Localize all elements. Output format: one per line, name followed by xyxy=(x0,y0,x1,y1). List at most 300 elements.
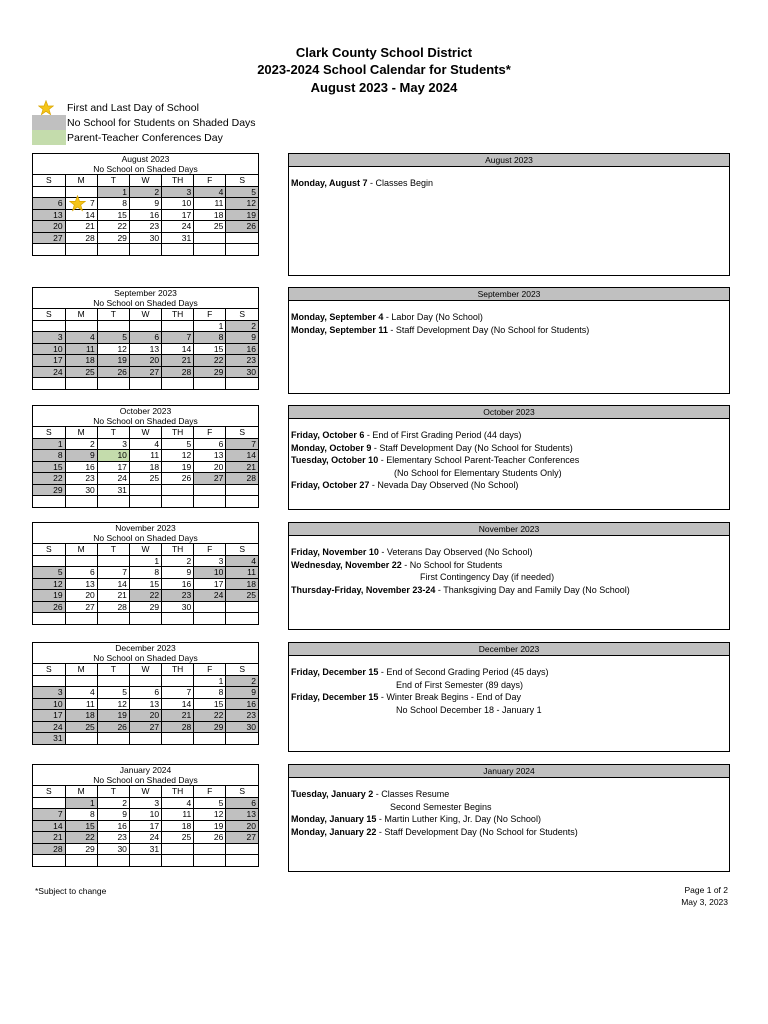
day-cell xyxy=(194,244,226,255)
weekday-label: M xyxy=(65,175,97,187)
day-cell: 8 xyxy=(194,687,226,699)
day-cell: 8 xyxy=(97,198,129,210)
day-cell: 4 xyxy=(226,555,258,567)
week-row xyxy=(33,221,258,233)
events-list xyxy=(289,301,729,338)
day-cell: 12 xyxy=(97,698,129,710)
day-cell: 12 xyxy=(226,198,258,210)
day-cell: 13 xyxy=(65,578,97,590)
day-cell xyxy=(162,496,194,507)
month-subtitle: No School on Shaded Days xyxy=(93,775,198,785)
week-row xyxy=(33,450,258,462)
day-cell: 29 xyxy=(65,843,97,855)
weekday-label: T xyxy=(97,544,129,556)
week-row xyxy=(33,555,258,567)
day-cell: 6 xyxy=(226,797,258,809)
weekday-row xyxy=(33,309,258,321)
event-line xyxy=(291,467,727,480)
day-cell xyxy=(162,244,194,255)
weekday-label: M xyxy=(65,544,97,556)
day-cell: 1 xyxy=(33,438,65,450)
event-date: Tuesday, October 10 xyxy=(291,455,379,465)
month-header xyxy=(33,406,258,426)
week-row xyxy=(33,378,258,389)
weekday-label: TH xyxy=(162,786,194,798)
event-description: - End of First Grading Period (44 days) xyxy=(364,430,522,440)
day-cell xyxy=(129,613,161,624)
day-cell xyxy=(226,496,258,507)
day-cell: 9 xyxy=(65,450,97,462)
day-cell: 5 xyxy=(162,438,194,450)
day-cell: 16 xyxy=(129,209,161,221)
legend-no-school: No School for Students on Shaded Days xyxy=(32,115,256,130)
day-cell: 11 xyxy=(226,567,258,579)
day-cell xyxy=(97,378,129,389)
weekday-label: T xyxy=(97,664,129,676)
day-cell xyxy=(194,232,226,244)
week-row xyxy=(33,721,258,733)
day-cell: 28 xyxy=(33,843,65,855)
week-row xyxy=(33,797,258,809)
day-cell: 9 xyxy=(129,198,161,210)
day-cell: 19 xyxy=(162,461,194,473)
day-cell: 28 xyxy=(226,473,258,485)
weekday-label: S xyxy=(226,175,258,187)
day-cell xyxy=(226,378,258,389)
week-row xyxy=(33,578,258,590)
day-cell: 23 xyxy=(226,355,258,367)
event-line xyxy=(291,704,727,717)
day-cell: 22 xyxy=(129,590,161,602)
day-cell: 30 xyxy=(65,484,97,496)
weekday-label: T xyxy=(97,309,129,321)
day-cell: 26 xyxy=(194,832,226,844)
weekday-label: W xyxy=(129,544,161,556)
day-cell: 17 xyxy=(33,710,65,722)
day-cell: 26 xyxy=(97,366,129,378)
day-cell: 3 xyxy=(194,555,226,567)
page-info xyxy=(681,884,728,908)
day-cell: 20 xyxy=(65,590,97,602)
day-cell xyxy=(226,733,258,744)
day-number: 7 xyxy=(90,198,95,209)
event-description: - Winter Break Begins - End of Day xyxy=(378,692,521,702)
day-cell: 11 xyxy=(129,450,161,462)
week-row xyxy=(33,473,258,485)
event-line xyxy=(291,691,727,704)
weekday-label: F xyxy=(194,175,226,187)
week-row xyxy=(33,484,258,496)
day-cell: 7 xyxy=(162,687,194,699)
event-line xyxy=(291,813,727,826)
district-title: Clark County School District xyxy=(295,45,473,60)
weekday-label: T xyxy=(97,175,129,187)
month-header xyxy=(33,643,258,663)
day-cell: 25 xyxy=(129,473,161,485)
month-grid xyxy=(33,426,258,507)
event-line xyxy=(291,442,727,455)
event-line xyxy=(291,177,727,190)
day-cell: 22 xyxy=(97,221,129,233)
day-cell xyxy=(226,843,258,855)
event-line xyxy=(291,801,727,814)
week-row xyxy=(33,343,258,355)
event-date: Monday, September 4 xyxy=(291,312,384,322)
day-cell: 22 xyxy=(194,710,226,722)
month-calendar xyxy=(32,287,259,390)
day-cell: 25 xyxy=(65,721,97,733)
month-events xyxy=(288,405,730,510)
day-cell: 23 xyxy=(65,473,97,485)
page-number: Page 1 of 2 xyxy=(684,885,728,895)
day-cell: 5 xyxy=(226,186,258,198)
day-cell xyxy=(226,855,258,866)
day-cell xyxy=(65,244,97,255)
month-name: January 2024 xyxy=(119,765,172,775)
event-line xyxy=(291,788,727,801)
month-subtitle: No School on Shaded Days xyxy=(93,298,198,308)
event-line xyxy=(291,324,727,337)
weekday-label: TH xyxy=(162,309,194,321)
day-cell: 24 xyxy=(97,473,129,485)
day-cell xyxy=(97,675,129,687)
legend-first-last: First and Last Day of School xyxy=(32,100,256,115)
week-row xyxy=(33,438,258,450)
weekday-label: W xyxy=(129,175,161,187)
weekday-label: M xyxy=(65,664,97,676)
events-header: October 2023 xyxy=(289,406,729,419)
month-events xyxy=(288,764,730,872)
month-name: December 2023 xyxy=(115,643,176,653)
day-cell xyxy=(226,601,258,613)
day-cell: 31 xyxy=(33,733,65,744)
day-cell: 4 xyxy=(194,186,226,198)
day-cell xyxy=(65,378,97,389)
day-cell: 8 xyxy=(65,809,97,821)
day-cell: 19 xyxy=(194,820,226,832)
day-cell xyxy=(129,484,161,496)
week-row xyxy=(33,244,258,255)
day-cell xyxy=(33,496,65,507)
month-grid xyxy=(33,543,258,624)
week-row xyxy=(33,209,258,221)
day-cell: 20 xyxy=(226,820,258,832)
event-description: - Classes Resume xyxy=(373,789,450,799)
day-cell xyxy=(226,484,258,496)
day-cell: 25 xyxy=(194,221,226,233)
weekday-label: S xyxy=(226,786,258,798)
gray-swatch xyxy=(32,115,66,130)
day-cell: 15 xyxy=(33,461,65,473)
event-description: - Martin Luther King, Jr. Day (No School) xyxy=(376,814,541,824)
day-cell: 14 xyxy=(97,578,129,590)
day-cell: 23 xyxy=(226,710,258,722)
weekday-row xyxy=(33,175,258,187)
day-cell: 6 xyxy=(129,687,161,699)
day-cell: 8 xyxy=(33,450,65,462)
day-cell: 29 xyxy=(194,721,226,733)
month-name: October 2023 xyxy=(119,406,172,416)
events-header: January 2024 xyxy=(289,765,729,778)
day-cell xyxy=(65,613,97,624)
event-line xyxy=(291,311,727,324)
day-cell xyxy=(162,378,194,389)
day-cell: 16 xyxy=(65,461,97,473)
day-cell: 14 xyxy=(65,209,97,221)
day-cell: 18 xyxy=(65,355,97,367)
event-line xyxy=(291,479,727,492)
events-header: August 2023 xyxy=(289,154,729,167)
weekday-label: W xyxy=(129,786,161,798)
day-cell: 6 xyxy=(129,332,161,344)
day-cell: 9 xyxy=(226,687,258,699)
day-cell: 5 xyxy=(194,797,226,809)
event-date: Monday, January 15 xyxy=(291,814,377,824)
events-list xyxy=(289,536,729,598)
weekday-label: S xyxy=(226,427,258,439)
week-row xyxy=(33,186,258,198)
weekday-label: M xyxy=(65,309,97,321)
day-cell: 23 xyxy=(97,832,129,844)
day-cell: 18 xyxy=(162,820,194,832)
week-row xyxy=(33,613,258,624)
day-cell: 19 xyxy=(97,710,129,722)
week-row xyxy=(33,687,258,699)
day-cell: 13 xyxy=(194,450,226,462)
day-cell: 11 xyxy=(194,198,226,210)
day-cell: 2 xyxy=(65,438,97,450)
month-header xyxy=(33,154,258,174)
day-cell: 13 xyxy=(33,209,65,221)
day-cell xyxy=(65,733,97,744)
event-line xyxy=(291,666,727,679)
event-description: - Staff Development Day (No School for Students) xyxy=(376,826,578,837)
revision-date: May 3, 2023 xyxy=(681,897,728,907)
day-cell: 23 xyxy=(162,590,194,602)
event-description: - Staff Development Day (No School for Students) xyxy=(371,442,573,453)
weekday-label: F xyxy=(194,664,226,676)
day-cell: 4 xyxy=(129,438,161,450)
day-cell xyxy=(194,855,226,866)
day-cell: 5 xyxy=(33,567,65,579)
day-cell: 12 xyxy=(194,809,226,821)
week-row xyxy=(33,809,258,821)
day-cell: 16 xyxy=(97,820,129,832)
day-cell: 22 xyxy=(65,832,97,844)
day-cell: 6 xyxy=(194,438,226,450)
day-cell: 29 xyxy=(129,601,161,613)
day-cell xyxy=(194,613,226,624)
day-cell xyxy=(226,613,258,624)
day-cell: 5 xyxy=(97,332,129,344)
weekday-label: S xyxy=(33,786,65,798)
day-cell: 17 xyxy=(97,461,129,473)
day-cell: 12 xyxy=(97,343,129,355)
week-row xyxy=(33,461,258,473)
day-cell: 11 xyxy=(162,809,194,821)
event-line xyxy=(291,571,727,584)
day-cell: 31 xyxy=(162,232,194,244)
day-cell: 27 xyxy=(129,366,161,378)
event-date: Thursday-Friday, November 23-24 xyxy=(291,584,436,595)
day-cell xyxy=(162,675,194,687)
day-cell: 31 xyxy=(97,484,129,496)
events-list xyxy=(289,778,729,840)
day-cell xyxy=(194,378,226,389)
day-cell: 2 xyxy=(162,555,194,567)
day-cell: 30 xyxy=(97,843,129,855)
day-cell: 28 xyxy=(65,232,97,244)
day-cell xyxy=(33,244,65,255)
day-cell: 27 xyxy=(194,473,226,485)
event-description: (No School for Elementary Students Only) xyxy=(394,467,562,478)
day-cell: 7 xyxy=(97,567,129,579)
month-name: September 2023 xyxy=(114,288,177,298)
day-cell xyxy=(33,855,65,866)
day-cell xyxy=(162,843,194,855)
week-row xyxy=(33,698,258,710)
month-calendar xyxy=(32,153,259,256)
month-grid xyxy=(33,663,258,744)
day-cell: 12 xyxy=(33,578,65,590)
day-cell: 25 xyxy=(65,366,97,378)
day-cell: 26 xyxy=(33,601,65,613)
weekday-row xyxy=(33,544,258,556)
day-cell xyxy=(97,855,129,866)
weekday-label: T xyxy=(97,786,129,798)
weekday-label: S xyxy=(33,664,65,676)
month-calendar xyxy=(32,522,259,625)
weekday-label: TH xyxy=(162,544,194,556)
day-cell: 3 xyxy=(97,438,129,450)
event-date: Wednesday, November 22 xyxy=(291,559,402,570)
day-cell: 10 xyxy=(129,809,161,821)
day-cell xyxy=(33,675,65,687)
weekday-label: M xyxy=(65,427,97,439)
day-cell: 15 xyxy=(194,343,226,355)
day-cell: 21 xyxy=(33,832,65,844)
star-icon xyxy=(32,100,66,115)
day-cell: 16 xyxy=(162,578,194,590)
event-description: End of First Semester (89 days) xyxy=(396,679,524,690)
day-cell xyxy=(162,733,194,744)
day-cell: 25 xyxy=(162,832,194,844)
event-line xyxy=(291,559,727,572)
day-cell: 10 xyxy=(33,343,65,355)
day-cell: 10 xyxy=(162,198,194,210)
day-cell xyxy=(129,320,161,332)
day-cell xyxy=(33,320,65,332)
week-row xyxy=(33,496,258,507)
day-cell: 15 xyxy=(194,698,226,710)
weekday-label: S xyxy=(226,664,258,676)
event-description: - Elementary School Parent-Teacher Conferences xyxy=(378,455,580,465)
month-events xyxy=(288,522,730,630)
day-cell xyxy=(162,613,194,624)
weekday-label: TH xyxy=(162,175,194,187)
day-cell: 20 xyxy=(129,355,161,367)
event-date: Friday, October 6 xyxy=(291,430,365,440)
weekday-row xyxy=(33,664,258,676)
day-cell: 14 xyxy=(226,450,258,462)
weekday-label: TH xyxy=(162,664,194,676)
day-cell: 1 xyxy=(194,320,226,332)
events-header: December 2023 xyxy=(289,643,729,656)
day-cell: 3 xyxy=(162,186,194,198)
day-cell: 7 xyxy=(162,332,194,344)
day-cell: 6 xyxy=(65,567,97,579)
day-cell: 1 xyxy=(194,675,226,687)
day-cell: 3 xyxy=(33,687,65,699)
day-cell xyxy=(33,555,65,567)
day-cell xyxy=(162,484,194,496)
event-line xyxy=(291,584,727,597)
day-cell: 17 xyxy=(194,578,226,590)
month-calendar xyxy=(32,642,259,745)
day-cell: 24 xyxy=(129,832,161,844)
day-cell xyxy=(162,855,194,866)
day-cell: 17 xyxy=(129,820,161,832)
week-row xyxy=(33,567,258,579)
day-cell: 20 xyxy=(194,461,226,473)
day-cell: 25 xyxy=(226,590,258,602)
day-cell: 24 xyxy=(33,721,65,733)
weekday-row xyxy=(33,786,258,798)
day-cell: 26 xyxy=(97,721,129,733)
day-cell: 29 xyxy=(194,366,226,378)
week-row xyxy=(33,843,258,855)
month-subtitle: No School on Shaded Days xyxy=(93,416,198,426)
events-list xyxy=(289,419,729,494)
event-description: - Thanksgiving Day and Family Day (No School) xyxy=(435,584,630,595)
day-cell: 23 xyxy=(129,221,161,233)
event-description: Second Semester Begins xyxy=(390,801,492,812)
day-cell: 30 xyxy=(226,721,258,733)
day-cell xyxy=(33,186,65,198)
day-cell: 2 xyxy=(226,675,258,687)
weekday-label: S xyxy=(226,544,258,556)
day-cell: 26 xyxy=(162,473,194,485)
event-date: Monday, August 7 xyxy=(291,178,368,188)
day-cell: 9 xyxy=(226,332,258,344)
month-events xyxy=(288,642,730,752)
day-cell: 29 xyxy=(97,232,129,244)
event-date: Friday, October 27 xyxy=(291,480,370,490)
week-row xyxy=(33,590,258,602)
day-cell: 11 xyxy=(65,343,97,355)
weekday-label: W xyxy=(129,427,161,439)
day-cell: 22 xyxy=(194,355,226,367)
day-cell xyxy=(129,675,161,687)
day-cell: 31 xyxy=(129,843,161,855)
event-description: First Contingency Day (if needed) xyxy=(420,572,555,582)
day-cell: 3 xyxy=(129,797,161,809)
week-row xyxy=(33,320,258,332)
week-row xyxy=(33,366,258,378)
day-cell: 27 xyxy=(226,832,258,844)
week-row xyxy=(33,332,258,344)
day-cell: 7 xyxy=(33,809,65,821)
weekday-label: TH xyxy=(162,427,194,439)
day-cell: 3 xyxy=(33,332,65,344)
day-cell: 4 xyxy=(65,687,97,699)
day-cell: 17 xyxy=(162,209,194,221)
event-line xyxy=(291,454,727,467)
week-row xyxy=(33,832,258,844)
day-cell: 21 xyxy=(226,461,258,473)
day-cell: 19 xyxy=(97,355,129,367)
day-cell xyxy=(97,496,129,507)
